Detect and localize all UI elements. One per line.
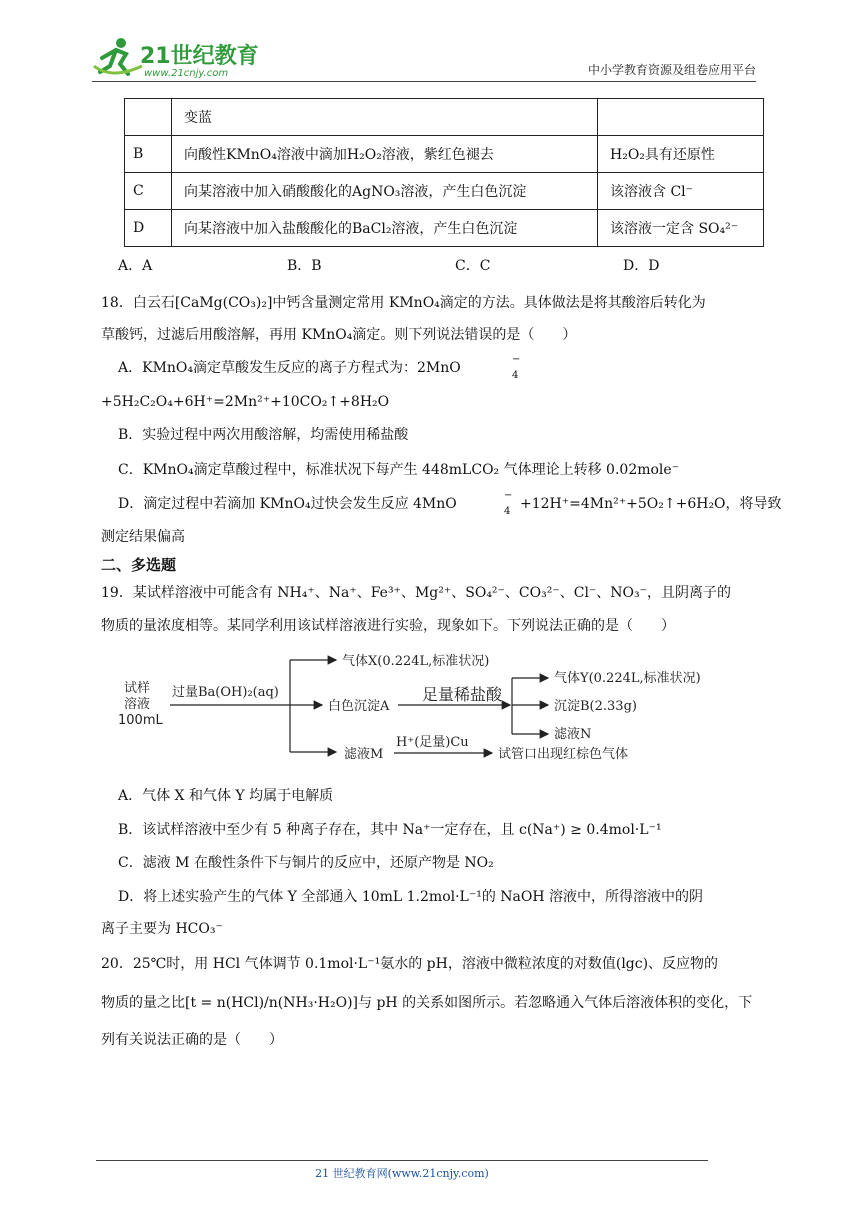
logo-url-text: www.21cnjy.com	[144, 68, 229, 79]
row-label: D	[125, 210, 172, 247]
q17-option-c[interactable]: C．C	[455, 258, 491, 274]
q19-option-a[interactable]: A．气体 X 和气体 Y 均属于电解质	[118, 788, 334, 804]
flow-sample-3: 100mL	[118, 713, 163, 728]
flow-sample-2: 溶液	[124, 697, 151, 712]
row-experiment: 向某溶液中加入硝酸酸化的AgNO₃溶液，产生白色沉淀	[172, 173, 598, 210]
flow-filtrate-m: 滤液M	[344, 747, 384, 762]
row-conclusion: H₂O₂具有还原性	[598, 136, 764, 173]
q20-stem-line2: 物质的量之比[t = n(HCl)/n(NH₃·H₂O)]与 pH 的关系如图所示。若忽略通入气体后溶液体积的变化，下	[101, 995, 753, 1011]
q18-option-a[interactable]: A．KMnO₄滴定草酸发生反应的离子方程式为：2MnO	[118, 360, 461, 376]
table-row	[125, 99, 764, 136]
platform-label: 中小学教育资源及组卷应用平台	[587, 63, 756, 77]
q18-stem-line2: 草酸钙，过滤后用酸溶解，再用 KMnO₄滴定。则下列说法错误的是（ ）	[101, 327, 577, 343]
q18-option-c[interactable]: C．KMnO₄滴定草酸过程中，标准状况下每产生 448mLCO₂ 气体理论上转移 0.02mole⁻	[118, 462, 680, 478]
q18-a-subscript: 4	[512, 370, 519, 381]
row-experiment: 变蓝	[172, 99, 598, 136]
table-row	[125, 173, 764, 210]
flow-gas-y: 气体Y(0.224L,标准状况)	[554, 671, 701, 686]
q20-stem-line1: 20．25℃时，用 HCl 气体调节 0.1mol·L⁻¹氨水的 pH，溶液中微粒浓度的对数值(lgc)、反应物的	[101, 956, 719, 972]
footer-text[interactable]: 21 世纪教育网(www.21cnjy.com)	[315, 1167, 489, 1180]
q19-stem-line2: 物质的量浓度相等。某同学利用该试样溶液进行实验，现象如下。下列说法正确的是（ ）	[101, 618, 675, 634]
q19-option-c[interactable]: C．滤液 M 在酸性条件下与铜片的反应中，还原产物是 NO₂	[118, 855, 494, 871]
footer-divider	[96, 1160, 708, 1161]
q17-option-a[interactable]: A．A	[118, 258, 153, 274]
q18-a-superscript: −	[512, 354, 521, 365]
header-divider	[92, 81, 756, 82]
q18-option-d-line2: 测定结果偏高	[101, 529, 185, 545]
q18-d-subscript: 4	[504, 506, 511, 517]
row-conclusion: 该溶液含 Cl⁻	[598, 173, 764, 210]
flow-precipitate-b: 沉淀B(2.33g)	[554, 699, 637, 714]
section-title: 二、多选题	[101, 556, 177, 574]
q19-option-d-line2: 离子主要为 HCO₃⁻	[101, 921, 223, 937]
flow-precipitate-a: 白色沉淀A	[328, 699, 390, 714]
row-experiment: 向酸性KMnO₄溶液中滴加H₂O₂溶液，紫红色褪去	[172, 136, 598, 173]
row-label	[125, 99, 172, 136]
flow-filtrate-n: 滤液N	[554, 727, 592, 742]
logo-main-text: 21世纪教育	[140, 44, 259, 69]
row-conclusion: 该溶液一定含 SO₄²⁻	[598, 210, 764, 247]
logo	[92, 36, 262, 82]
flow-gas-x: 气体X(0.224L,标准状况)	[342, 654, 490, 669]
table-row	[125, 210, 764, 247]
q19-stem-line1: 19．某试样溶液中可能含有 NH₄⁺、Na⁺、Fe³⁺、Mg²⁺、SO₄²⁻、CO₃²⁻、Cl⁻、NO₃⁻，且阴离子的	[101, 585, 732, 601]
table-row	[125, 136, 764, 173]
flow-sample-1: 试样	[124, 681, 151, 696]
runner-icon	[94, 38, 142, 74]
q17-option-d[interactable]: D．D	[623, 258, 660, 274]
row-label: B	[125, 136, 172, 173]
q18-stem-line1: 18．白云石[CaMg(CO₃)₂]中钙含量测定常用 KMnO₄滴定的方法。具体做法是将其酸溶后转化为	[101, 295, 706, 311]
q18-option-d-tail: +12H⁺=4Mn²⁺+5O₂↑+6H₂O，将导致	[520, 496, 782, 512]
experiment-table	[124, 98, 764, 247]
flow-result: 试管口出现红棕色气体	[498, 747, 629, 762]
q18-option-b[interactable]: B．实验过程中两次用酸溶解，均需使用稀盐酸	[118, 427, 409, 443]
q17-option-b[interactable]: B．B	[287, 258, 322, 274]
q20-stem-line3: 列有关说法正确的是（ ）	[101, 1032, 283, 1048]
row-conclusion	[598, 99, 764, 136]
flow-reagent-3: H⁺(足量)Cu	[396, 735, 469, 750]
flow-reagent-1: 过量Ba(OH)₂(aq)	[172, 685, 279, 700]
q19-option-b[interactable]: B．该试样溶液中至少有 5 种离子存在，其中 Na⁺一定存在，且 c(Na⁺) ≥ 0.4mol·L⁻¹	[118, 822, 662, 838]
q18-option-a-line2: +5H₂C₂O₄+6H⁺=2Mn²⁺+10CO₂↑+8H₂O	[101, 394, 390, 410]
flow-reagent-2: 足量稀盐酸	[422, 685, 503, 704]
q19-option-d[interactable]: D．将上述实验产生的气体 Y 全部通入 10mL 1.2mol·L⁻¹的 NaOH 溶液中，所得溶液中的阴	[118, 889, 704, 905]
q18-option-d[interactable]: D．滴定过程中若滴加 KMnO₄过快会发生反应 4MnO	[118, 496, 457, 512]
row-label: C	[125, 173, 172, 210]
flow-diagram	[110, 648, 730, 768]
q18-d-superscript: −	[504, 490, 513, 501]
row-experiment: 向某溶液中加入盐酸酸化的BaCl₂溶液，产生白色沉淀	[172, 210, 598, 247]
